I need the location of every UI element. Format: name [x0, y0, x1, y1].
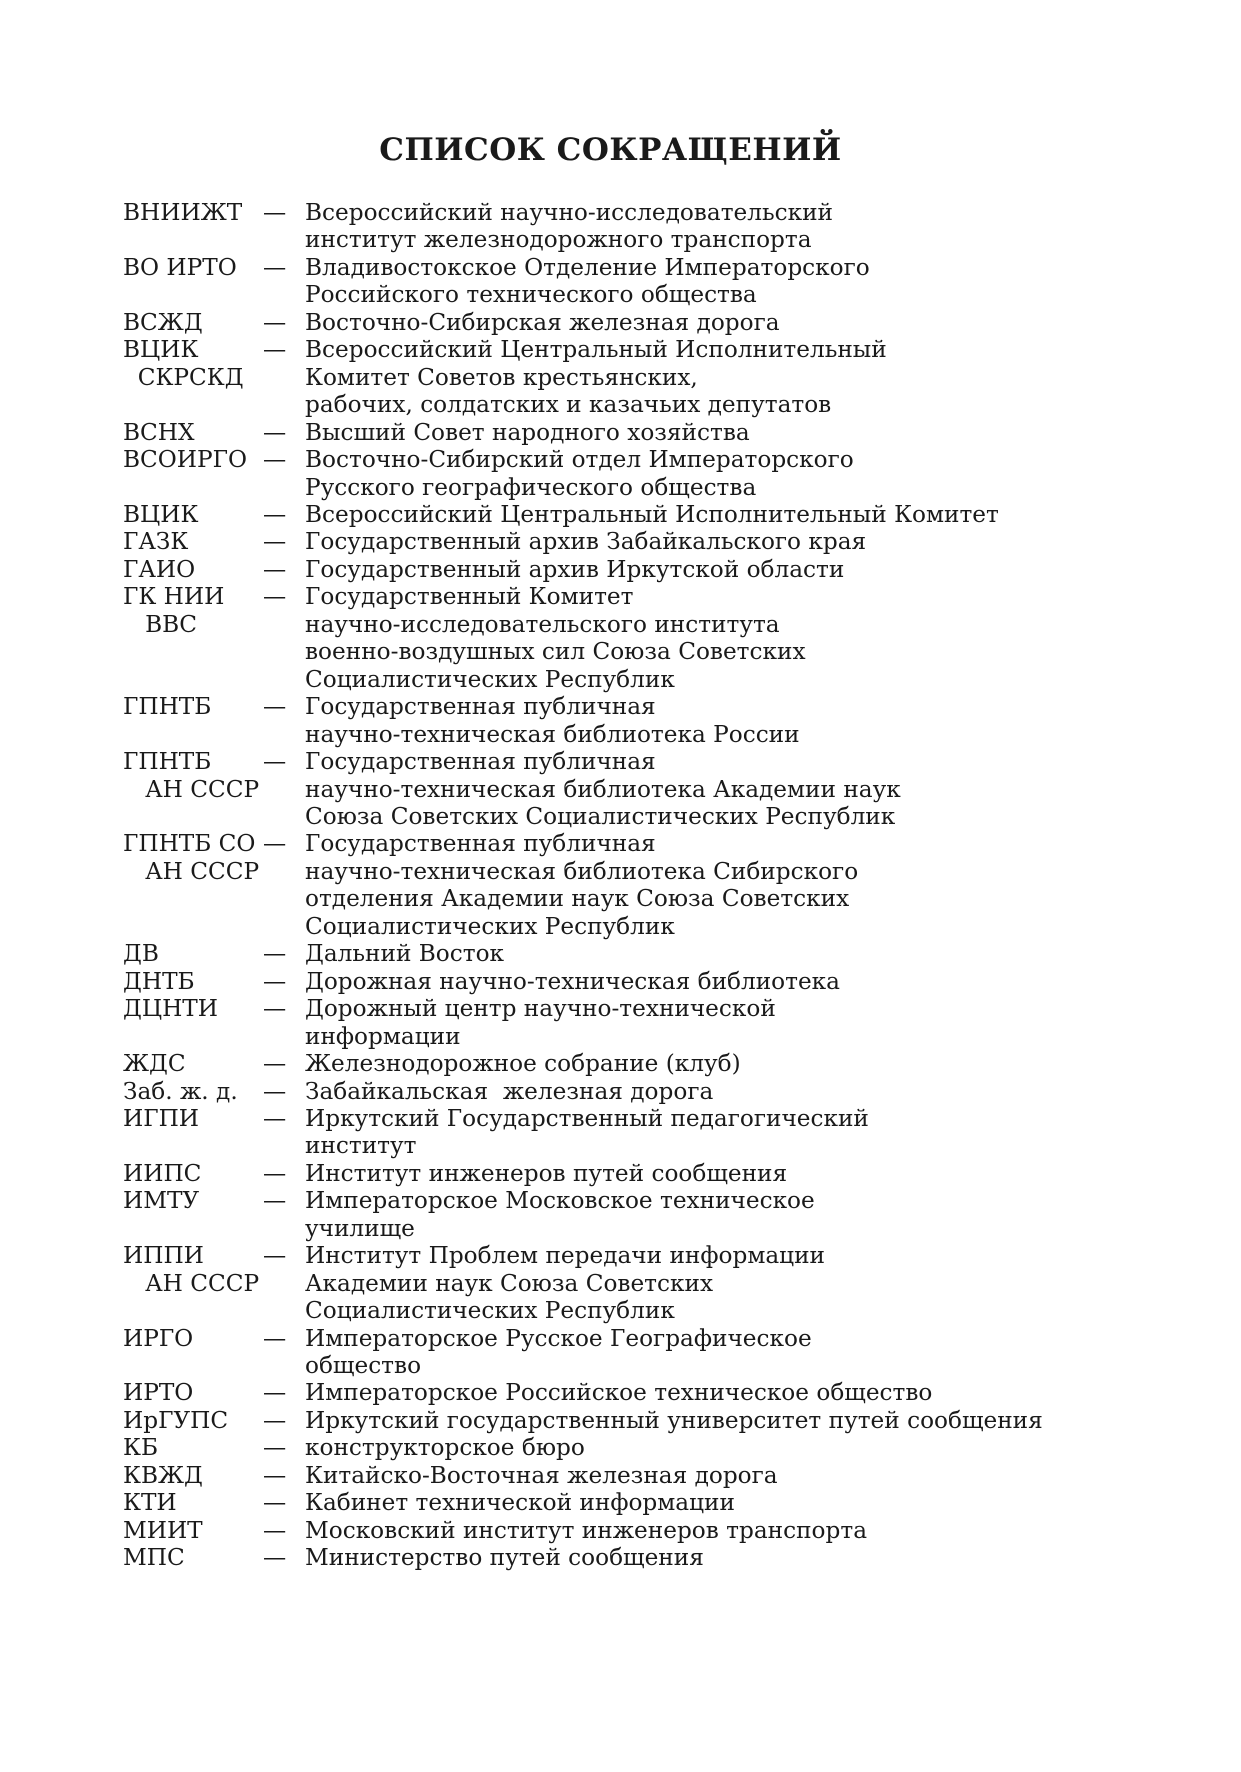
abbreviation-definition: Всероссийский научно-исследовательский институт железнодорожного транспорта — [305, 199, 833, 254]
abbreviation-entry — [0, 995, 1241, 1050]
abbreviation-definition: Забайкальская железная дорога — [305, 1077, 714, 1105]
em-dash-separator: — — [263, 446, 287, 474]
page-title: СПИСОК СОКРАЩЕНИЙ — [379, 132, 842, 168]
abbreviation-term: ВО ИРТО — [123, 253, 237, 281]
abbreviation-definition: Государственный Комитет научно-исследовательского института военно-воздушных сил Союза Советских Социалистических Республик — [305, 583, 806, 693]
abbreviation-term: МИИТ — [123, 1516, 203, 1544]
abbreviation-term: ИППИ АН СССР — [123, 1242, 260, 1297]
abbreviation-term: ИрГУПС — [123, 1406, 229, 1434]
abbreviation-definition: Иркутский Государственный педагогический институт — [305, 1104, 869, 1160]
em-dash-separator: — — [263, 1406, 287, 1434]
abbreviation-entry — [0, 1078, 1241, 1105]
abbreviation-definition: Институт инженеров путей сообщения — [305, 1159, 788, 1187]
em-dash-separator: — — [263, 1516, 287, 1544]
abbreviation-definition: Дорожный центр научно-технической информации — [305, 995, 776, 1050]
em-dash-separator: — — [263, 1379, 287, 1407]
abbreviation-definition: Императорское Российское техническое общество — [305, 1379, 933, 1407]
abbreviation-definition: Министерство путей сообщения — [305, 1544, 704, 1572]
abbreviation-definition: Государственная публичная научно-техническая библиотека Академии наук Союза Советских Социалистических Республик — [305, 748, 901, 830]
em-dash-separator: — — [263, 830, 287, 858]
abbreviation-term: КТИ — [123, 1489, 177, 1517]
abbreviation-term: ГАИО — [123, 555, 196, 583]
abbreviation-term: ВЦИК — [123, 500, 199, 528]
abbreviation-entry — [0, 1050, 1241, 1077]
abbreviation-definition: конструкторское бюро — [305, 1434, 585, 1462]
abbreviation-entry — [0, 1105, 1241, 1160]
em-dash-separator: — — [263, 1544, 287, 1572]
abbreviation-entry — [0, 693, 1241, 748]
em-dash-separator: — — [263, 555, 287, 583]
abbreviation-definition: Институт Проблем передачи информации Академии наук Союза Советских Социалистических Республик — [305, 1242, 825, 1325]
abbreviation-entry — [0, 583, 1241, 693]
abbreviation-entry — [0, 254, 1241, 309]
em-dash-separator: — — [263, 1077, 287, 1105]
abbreviation-term: КВЖД — [123, 1461, 203, 1489]
abbreviation-term: ЖДС — [123, 1050, 186, 1078]
em-dash-separator: — — [263, 1324, 287, 1352]
em-dash-separator: — — [263, 1461, 287, 1489]
em-dash-separator: — — [263, 748, 287, 776]
abbreviation-term: ДНТБ — [123, 967, 195, 995]
abbreviation-entry — [0, 1242, 1241, 1324]
abbreviation-definition: Восточно-Сибирская железная дорога — [305, 308, 780, 336]
abbreviation-term: ГПНТБ — [123, 693, 212, 721]
abbreviation-term: ИМТУ — [123, 1187, 200, 1215]
abbreviation-entry — [0, 419, 1241, 446]
abbreviation-term: Заб. ж. д. — [123, 1077, 238, 1105]
abbreviation-entry — [0, 309, 1241, 336]
em-dash-separator: — — [263, 418, 287, 446]
abbreviation-definition: Всероссийский Центральный Исполнительный Комитет — [305, 500, 999, 528]
abbreviation-definition: Московский институт инженеров транспорта — [305, 1516, 868, 1544]
abbreviation-term: ИРГО — [123, 1324, 194, 1352]
abbreviation-entry — [0, 501, 1241, 528]
em-dash-separator: — — [263, 253, 287, 281]
abbreviation-definition: Императорское Московское техническое училище — [305, 1187, 815, 1242]
abbreviation-entry — [0, 1517, 1241, 1544]
em-dash-separator: — — [263, 199, 287, 226]
abbreviation-term: КБ — [123, 1434, 158, 1462]
em-dash-separator: — — [263, 336, 287, 364]
abbreviation-list — [0, 199, 1241, 1572]
abbreviation-definition: Железнодорожное собрание (клуб) — [305, 1050, 741, 1078]
abbreviation-entry — [0, 199, 1241, 254]
abbreviation-definition: Восточно-Сибирский отдел Императорского Русского географического общества — [305, 446, 854, 501]
em-dash-separator: — — [263, 940, 287, 968]
abbreviation-definition: Государственная публичная научно-техническая библиотека Сибирского отделения Академии наук Союза Советских Социалистических Республик — [305, 830, 859, 940]
em-dash-separator: — — [263, 1489, 287, 1517]
em-dash-separator: — — [263, 1104, 287, 1132]
abbreviation-term: ДВ — [123, 940, 159, 968]
em-dash-separator: — — [263, 967, 287, 995]
abbreviation-entry — [0, 1407, 1241, 1434]
abbreviation-definition: Государственный архив Иркутской области — [305, 555, 845, 583]
em-dash-separator: — — [263, 1187, 287, 1215]
abbreviation-entry — [0, 1489, 1241, 1516]
em-dash-separator: — — [263, 1050, 287, 1078]
abbreviation-definition: Всероссийский Центральный Исполнительный Комитет Советов крестьянских, рабочих, солдатских и казачьих депутатов — [305, 336, 887, 419]
abbreviation-term: ИГПИ — [123, 1104, 200, 1132]
abbreviation-entry — [0, 1187, 1241, 1242]
abbreviation-entry — [0, 336, 1241, 418]
abbreviation-entry — [0, 1462, 1241, 1489]
em-dash-separator: — — [263, 1242, 287, 1270]
abbreviation-entry — [0, 1379, 1241, 1406]
abbreviation-term: МПС — [123, 1544, 185, 1572]
abbreviation-term: ВСОИРГО — [123, 446, 247, 474]
abbreviation-definition: Государственный архив Забайкальского края — [305, 528, 867, 556]
abbreviation-term: ВСНХ — [123, 418, 195, 446]
abbreviation-entry — [0, 940, 1241, 967]
em-dash-separator: — — [263, 995, 287, 1023]
abbreviation-term: ГПНТБ СО АН СССР — [123, 830, 260, 885]
abbreviation-entry — [0, 556, 1241, 583]
em-dash-separator: — — [263, 583, 287, 611]
abbreviation-term: ВНИИЖТ — [123, 199, 243, 226]
abbreviation-term: ГАЗК — [123, 528, 189, 556]
abbreviation-term: ГПНТБ АН СССР — [123, 748, 260, 803]
em-dash-separator: — — [263, 693, 287, 721]
abbreviation-definition: Дорожная научно-техническая библиотека — [305, 967, 840, 995]
em-dash-separator: — — [263, 1434, 287, 1462]
abbreviation-entry — [0, 1325, 1241, 1380]
abbreviation-definition: Владивостокское Отделение Императорского Российского технического общества — [305, 253, 870, 309]
abbreviation-entry — [0, 446, 1241, 501]
abbreviation-definition: Китайско-Восточная железная дорога — [305, 1461, 778, 1489]
abbreviation-entry — [0, 1544, 1241, 1571]
abbreviation-definition: Иркутский государственный университет путей сообщения — [305, 1406, 1043, 1434]
abbreviation-definition: Дальний Восток — [305, 940, 505, 968]
abbreviation-definition: Кабинет технической информации — [305, 1489, 735, 1517]
em-dash-separator: — — [263, 1159, 287, 1187]
abbreviation-term: ВЦИК СКРСКД — [123, 336, 244, 391]
abbreviation-entry — [0, 1434, 1241, 1461]
abbreviation-term: ДЦНТИ — [123, 995, 218, 1023]
abbreviation-entry — [0, 968, 1241, 995]
abbreviation-term: ВСЖД — [123, 308, 203, 336]
em-dash-separator: — — [263, 308, 287, 336]
abbreviation-term: ИИПС — [123, 1159, 202, 1187]
abbreviation-definition: Государственная публичная научно-техническая библиотека России — [305, 693, 800, 748]
abbreviation-definition: Императорское Русское Географическое общество — [305, 1324, 812, 1380]
abbreviation-entry — [0, 830, 1241, 940]
abbreviation-entry — [0, 528, 1241, 555]
abbreviation-entry — [0, 1160, 1241, 1187]
em-dash-separator: — — [263, 500, 287, 528]
abbreviation-term: ГК НИИ ВВС — [123, 583, 225, 638]
abbreviation-term: ИРТО — [123, 1379, 194, 1407]
abbreviation-entry — [0, 748, 1241, 830]
em-dash-separator: — — [263, 528, 287, 556]
abbreviation-definition: Высший Совет народного хозяйства — [305, 418, 750, 446]
